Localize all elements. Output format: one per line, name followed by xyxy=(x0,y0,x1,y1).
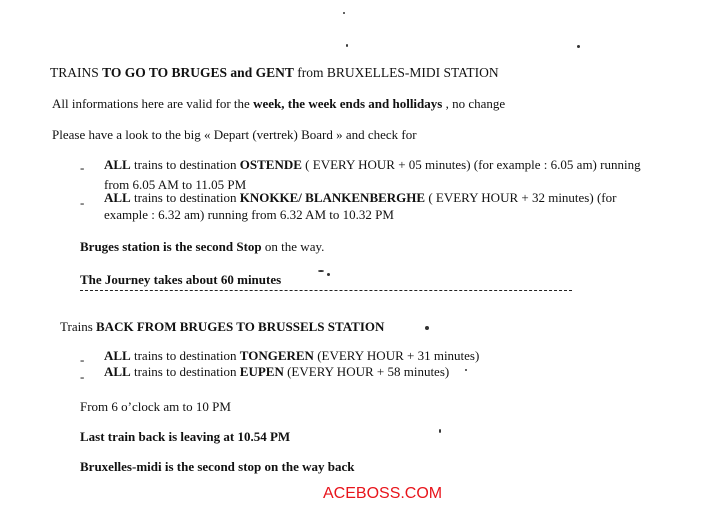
return-hours: From 6 o’clock am to 10 PM xyxy=(80,399,231,414)
bullet-knokke-line2: example : 6.32 am) running from 6.32 AM to 10.32 PM xyxy=(104,207,394,222)
validity-note: All informations here are valid for the week, the week ends and hollidays , no change xyxy=(52,96,506,111)
bullet-dash: - xyxy=(80,352,85,367)
section1-title: TRAINS TO GO TO BRUGES and GENT from BRUXELLES-MIDI STATION xyxy=(50,65,499,80)
bullet-tongeren: ALL trains to destination TONGEREN (EVERY HOUR + 31 minutes) xyxy=(104,348,480,363)
scan-speck xyxy=(343,12,345,14)
bullet-eupen: ALL trains to destination EUPEN (EVERY HOUR + 58 minutes) xyxy=(104,364,450,379)
site-watermark: ACEBOSS.COM xyxy=(323,485,443,502)
bullet-ostende-line2: from 6.05 AM to 11.05 PM xyxy=(104,177,247,192)
last-train-note: Last train back is leaving at 10.54 PM xyxy=(80,429,291,444)
scan-speck xyxy=(465,369,467,371)
bullet-ostende-line1: ALL trains to destination OSTENDE ( EVERY HOUR + 05 minutes) (for example : 6.05 am) running xyxy=(104,157,641,172)
second-stop-back-note: Bruxelles-midi is the second stop on the way back xyxy=(80,459,355,474)
scan-speck xyxy=(318,270,324,272)
bullet-dash: - xyxy=(80,195,85,210)
journey-duration: The Journey takes about 60 minutes xyxy=(80,272,282,287)
bullet-dash: - xyxy=(80,369,85,384)
section2-title: Trains BACK FROM BRUGES TO BRUSSELS STATION xyxy=(60,319,385,334)
scan-speck xyxy=(439,429,441,433)
dashed-divider xyxy=(80,290,572,291)
bullet-knokke-line1: ALL trains to destination KNOKKE/ BLANKENBERGHE ( EVERY HOUR + 32 minutes) (for xyxy=(104,190,617,205)
scan-speck xyxy=(577,45,580,48)
scan-speck xyxy=(346,44,348,47)
scan-speck xyxy=(425,326,429,330)
bruges-stop-note: Bruges station is the second Stop on the way. xyxy=(80,239,325,254)
bullet-dash: - xyxy=(80,160,85,175)
board-instruction: Please have a look to the big « Depart (vertrek) Board » and check for xyxy=(52,127,417,142)
scan-speck xyxy=(327,273,330,276)
